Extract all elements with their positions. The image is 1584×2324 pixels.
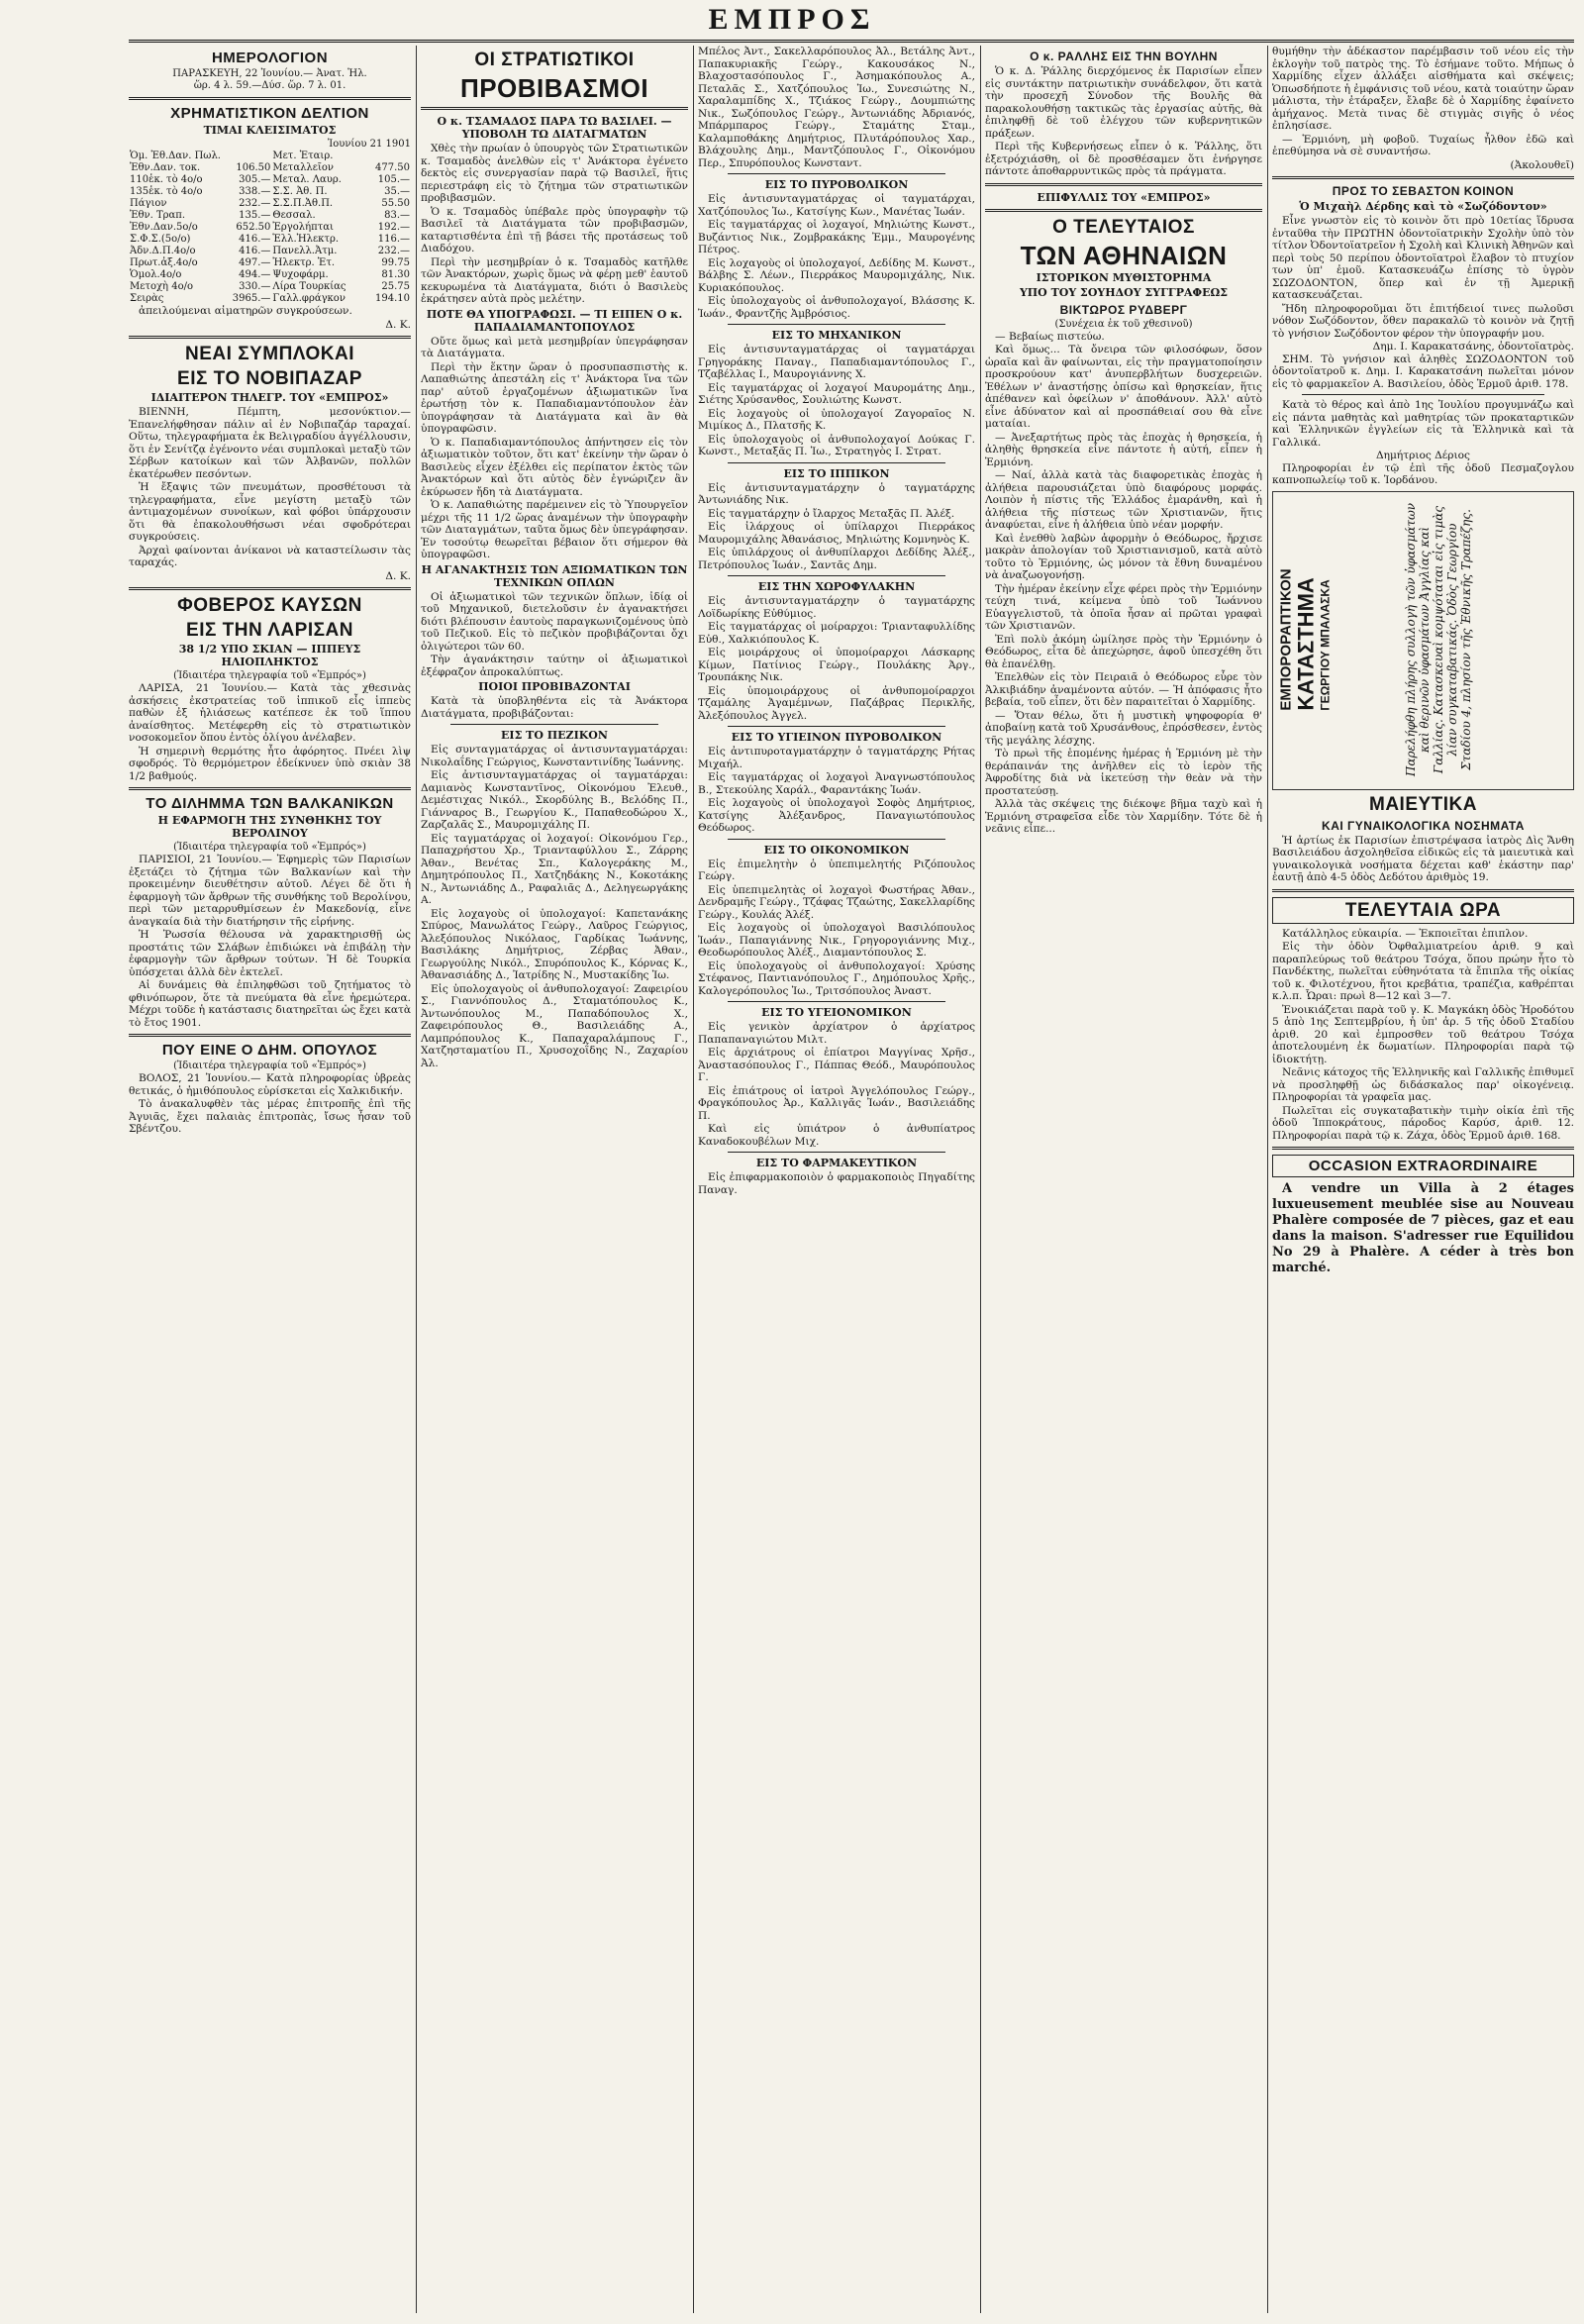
novel-paragraph: Καὶ ἐνεθθὺ λαβὼν ἀφορμὴν ὁ Θεόδωρος, ἤρχισε μακρὰν ἀπολογίαν τοῦ Χριστιανισμοῦ, κατὰ αὐτὸ τοῦτο τὸ Ἑρμιόνης, ὡς μόνον τὰ ἔθνη δυναμένου νὰ ἀναζωογονήσῃ. [985,532,1262,581]
table-cell: 81.30 [381,269,410,280]
table-cell: 330.— [239,281,271,292]
novel-author: ΒΙΚΤΩΡΟΣ ΡΥΔΒΕΡΓ [1059,302,1188,317]
column-rule [1267,46,1268,2313]
article-paragraph: Εἰς ὑπολοχαγοὺς οἱ ἀνθυπολοχαγοί Δούκας Γ. Κωνστ., Μεταξᾶς Π. Ἰω., Στρατηγὸς Ι. Στρατ. [698,433,975,457]
section-heading: ΕΙΣ ΤΗΝ ΧΩΡΟΦΥΛΑΚΗΝ [757,580,916,593]
article-subhead: 38 1/2 ΥΠΟ ΣΚΙΑΝ — ΙΠΠΕΥΣ ΗΛΙΟΠΛΗΚΤΟΣ [178,643,361,668]
novel-paragraph: Ἐπελθὼν εἰς τὸν Πειραιᾶ ὁ Θεόδωρος εὗρε τὸν Ἀλκιβιάδην ἀναμένοντα αὐτόν. — Ἡ ἀπόφασις ἦτο βεβαία, τοῦ εἶπεν, ὅτι δὲν παραιτεῖται ὁ Χαρμίδης. [985,671,1262,708]
article-paragraph: Εἰς ὑπιλάρχους οἱ ἀνθυπίλαρχοι Δεδίδης Ἀλέξ., Πετρόπουλος Ἰωάν., Σαντᾶς Δημ. [698,547,975,571]
article-subhead: Ο κ. ΤΣΑΜΑΔΟΣ ΠΑΡΑ ΤΩ ΒΑΣΙΛΕΙ. — ΥΠΟΒΟΛΗ ΤΩ ΔΙΑΤΑΓΜΑΤΩΝ [437,115,672,141]
article-paragraph: ΛΑΡΙΣΑ, 21 Ἰουνίου.— Κατὰ τὰς χθεσινὰς ἀσκήσεις ἐκστρατείας τοῦ ἱππικοῦ εἷς ἱππεὺς παθὼν ἐξ ἡλιάσεως κατέπεσε ἐκ τοῦ ἵππου ἀναίσθητος. Μετέφερθη εἰς τὸ στρατιωτικὸν νοσοκομεῖον ὅπου ἐντὸς ὀλίγου ἀνέλαβεν. [129,682,411,744]
novel-paragraph: Τὸ πρωὶ τῆς ἑπομένης ἡμέρας ἡ Ἑρμιόνη μὲ τὴν θεράπαινάν της ἀνῆλθεν εἰς τὸ ἱερὸν τῆς Ἀφροδίτης διὰ νὰ ἱκετεύσῃ τὴν θεὰν νὰ τὴν προστατεύσῃ. [985,748,1262,797]
table-cell: 3965.— [232,293,271,304]
table-cell: 135.— [239,210,271,221]
tailor-advertisement [1272,491,1574,790]
table-cell: Ἑλλ.Ἠλεκτρ. [272,234,339,245]
table-row [129,186,411,198]
article-headline: ΝΕΑΙ ΣΥΜΠΛΟΚΑΙ [185,344,354,364]
divider [728,1001,945,1002]
article-paragraph: Εἰς γενικὸν ἀρχίατρον ὁ ἀρχίατρος Παπαπαναγιώτου Μιλτ. [698,1021,975,1046]
article-paragraph: Περὶ τῆς Κυβερνήσεως εἶπεν ὁ κ. Ῥάλλης, ὅτι ἐξετρόχιάσθη, οἱ δὲ προσθέσαμεν ὅτι ἐνήργησε πάντοτε ἀποθαρρυντικῶς πρὸς τὰ πράγματα. [985,141,1262,177]
article-subhead: ΠΟΤΕ ΘΑ ΥΠΟΓΡΑΦΩΣΙ. — ΤΙ ΕΙΠΕΝ Ο κ. ΠΑΠΑΔΙΑΜΑΝΤΟΠΟΥΛΟΣ [426,307,683,334]
article-headline: ΤΕΛΕΥΤΑΙΑ ΩΡΑ [1272,897,1574,924]
article-paragraph: ΒΟΛΟΣ, 21 Ἰουνίου.— Κατὰ πληροφορίας ὑβρεὰς θετικάς, ὁ ἠμιθόπουλος εὑρίσκεται εἰς Χαλκιδικήν. [129,1072,411,1097]
article-paragraph: Ὁ κ. Λαπαθιώτης παρέμεινεν εἰς τὸ Ὑπουργεῖον μέχρι τῆς 11 1/2 ὥρας ἀναμένων τὴν ὑπογραφὴν τῶν Διαταγμάτων, ταῦτα ὅμως δὲν ὑπεγράφησαν. Ἐν τοσούτῳ θεωρεῖται βέβαιον ὅτι σήμερον θὰ ὑπογραφῶσι. [421,499,688,560]
article-paragraph: Εἰς ὑπολοχαγοὺς οἱ ἀνθυπολοχαγοί: Ζαφειρίου Σ., Γιαννόπουλος Δ., Σταματόπουλος Κ., Ἀντωνόπουλος Μ., Παπαδόπουλος Χ., Ζαφειρόπουλος Θ., Βασιλειάδης Α., Λαμπρόπουλος Κ., Παπαχαραλάμπους Γ., Χατζησταματίου Π., Χρυσοχοΐδης Ν., Ζαχαρίου Ἀλ. [421,982,688,1069]
bulletin-tail: ἀπειλούμεναι αἱματηρῶν συγκρούσεων. [139,305,352,317]
article-paragraph: Ἡ ἔξαψις τῶν πνευμάτων, προσθέτουσι τὰ τηλεγραφήματα, εἶνε μεγίστη μεταξὺ τῶν ἀντιμαχομένων συνοίκων, καὶ φόβοι ὑπάρχουσιν ὅτι θὰ ἐπακολουθήσωσι νέαι σφοδρότεραι συγκρούσεις. [129,481,411,543]
divider [421,107,688,110]
section-heading: ΕΙΣ ΤΟ ΥΓΕΙΟΝΟΜΙΚΟΝ [761,1006,912,1019]
table-cell: 494.— [239,269,271,280]
article-paragraph: Ἡ σημερινὴ θερμότης ἦτο ἀφόρητος. Πνέει λὶψ σφοδρός. Τὸ θερμόμετρον ἐδείκνυεν ὑπὸ σκιὰν 38 1/2 βαθμούς. [129,745,411,782]
column-1 [129,46,411,2313]
article-paragraph: Τὴν ἀγανάκτησιν ταύτην οἱ ἀξιωματικοὶ ἐξέφραζον ἀπροκαλύπτως. [421,654,688,678]
table-cell: Μεταλλεῖον [272,162,334,173]
calendar-line: ὥρ. 4 λ. 59.—Δύσ. ὥρ. 7 λ. 01. [193,80,346,91]
table-row [129,269,411,281]
divider [728,462,945,463]
article-paragraph: Εἰς ἰλάρχους οἱ ὑπίλαρχοι Πιερράκος Μαυρομιχάλης Ἀθανάσιος, Μηλιώτης Κομνηνὸς Κ. [698,521,975,546]
table-cell: 232.— [377,246,410,256]
article-paragraph: ΠΑΡΙΣΙΟΙ, 21 Ἰουνίου.— Ἐφημερὶς τῶν Παρισίων ἐξετάζει τὸ ζήτημα τῶν Βαλκανίων καὶ τὴν προκειμένην διευθέτησιν αὐτοῦ. Λέγει δὲ ὅτι ἡ ἐφαρμογὴ τῶν ἄρθρων τῆς συνθήκης τοῦ Βερολίνου, περὶ τῶν μεταρρυθμίσεων ἐν Μακεδονίᾳ, εἶνε ἀναγκαία διὰ τὴν διατήρησιν τῆς εἰρήνης. [129,854,411,928]
novel-paragraph: θυμήθην τὴν ἀδέκαστον παρέμβασιν τοῦ νέου εἰς τὴν ἐκλογὴν τοῦ πατρὸς της. Τὸ ἐσήμανε τοῦτο. Μήπως ὁ Χαρμίδης εἶχεν ἀλλάξει αἰσθήματα καὶ σκέψεις; Ὁπωσδήποτε ἡ ἐμφάνισις τοῦ νέου, κατὰ τοιαύτην ὥραν μάλιστα, τὴν ἐτάραξεν, ἔλαβε δὲ ὁ Χαρμίδης ἐφαίνετο ἀμήχανος. Μετὰ τινας δὲ στιγμὰς σιγῆς ὁ νέος ἐπλησίασε. [1272,46,1574,132]
article-paragraph: Κατάλληλος εὐκαιρία. — Ἐκποιεῖται ἐπιπλον. [1282,927,1529,940]
article-paragraph: Εἰς ἐπιφαρμακοποιὸν ὁ φαρμακοποιὸς Πηγαδίτης Παναγ. [698,1171,975,1196]
divider [129,1034,411,1037]
article-paragraph: Εἰς ταγματάρχας οἱ μοίραρχοι: Τριανταφυλλίδης Εὐθ., Χαλκιόπουλος Κ. [698,621,975,646]
novel-paragraph: — Βεβαίως πιστεύω. [995,330,1105,343]
table-cell: 194.10 [375,293,410,304]
novel-paragraph: Ἐπὶ πολὺ ἀκόμη ὡμίλησε πρὸς τὴν Ἑρμιόνην ὁ Θεόδωρος, εἶτα δὲ ἀπεχώρησε, ἀφοῦ ὑπεσχέθη ὅτι θὰ ἐπανέλθῃ. [985,633,1262,670]
article-paragraph: Εἰς λοχαγοὺς οἱ ὑπολοχαγοί: Καπετανάκης Σπύρος, Μανωλάτος Γεώργ., Λαῦρος Γεώργιος, Ἀλεξόπουλος Νικόλαος, Γαρδίκας Ἰωάννης, Βασιλάκης Δημήτριος, Ζέρβας Ἀθαν., Γεωργούλης Νικόλ., Σπυρόπουλος Κ., Κόρνας Κ., Ἀθανασιάδης Δ., Ἰατρίδης Ν., Μυστακίδης Ἰω. [421,907,688,981]
article-headline: ΜΑΙΕΥΤΙΚΑ [1369,793,1477,815]
table-row [129,174,411,186]
article-paragraph: Χθὲς τὴν πρωίαν ὁ ὑπουργὸς τῶν Στρατιωτικῶν κ. Τσαμαδὸς ἀνελθὼν εἰς τ' Ἀνάκτορα ἐγένετο δεκτὸς εἰς συνεργασίαν παρὰ τῷ Βασιλεῖ, ἥτις περιεστράφη εἰς τὸ ζήτημα τῶν στρατιωτικῶν προβιβασμῶν. [421,143,688,204]
table-row [129,257,411,269]
article-headline: ΠΡΟΒΙΒΑΣΜΟΙ [459,73,649,103]
table-cell: Θεσσαλ. [272,210,316,221]
table-row [129,281,411,293]
article-paragraph: Εἰς ὑπολοχαγοὺς οἱ ἀνθυπολοχαγοί, Βλάσσης Κ. Ἰωάν., Φραντζῆς Ἀμβρόσιος. [698,295,975,320]
section-heading: ΕΙΣ ΤΟ ΦΑΡΜΑΚΕΥΤΙΚΟΝ [755,1157,918,1169]
table-cell: 416.— [239,234,271,245]
divider [129,336,411,339]
article-paragraph: Εἰς συνταγματάρχας οἱ ἀντισυνταγματάρχαι: Νικολαΐδης Γεώργιος, Κωνσταντινίδης Ἰωάννης. [421,744,688,768]
signature: Δημ. Ι. Καρακατσάνης, ὀδοντοϊατρὸς. [1372,341,1574,353]
article-paragraph: Εἰς ταγματάρχας οἱ λοχαγοί Μαυρομάτης Δημ., Σιέτης Χρύσανθος, Σουλιώτης Κωνστ. [698,381,975,406]
section-heading: ΕΙΣ ΤΟ ΜΗΧΑΝΙΚΟΝ [771,329,902,342]
article-subhead: ΠΟΙΟΙ ΠΡΟΒΙΒΑΖΟΝΤΑΙ [478,680,631,693]
article-paragraph: Εἰς ἀντισυνταγματάρχην ὁ ταγματάρχης Ἀντωνιάδης Νικ. [698,481,975,506]
table-header: Μετ. Ἑταιρ. [272,151,334,161]
article-paragraph: Εἰς ὑπεπιμελητὰς οἱ λοχαγοὶ Φωστήρας Ἀθαν., Δενδραμῆς Γεώργ., Τζάφας Τζαώτης, Σακελλαρίδης Γεώργ., Κουλάς Ἀλέξ. [698,883,975,921]
column-rule [693,46,694,2313]
article-paragraph: Εἰς ἐπιμελητὴν ὁ ὑπεπιμελητής Ριζόπουλος Γεώργ. [698,858,975,882]
ad-title: ΕΜΠΟΡΟΡΑΠΤΙΚΟΝ [1277,567,1295,711]
article-paragraph: Εἰς ταγματάρχην ὁ ἴλαρχος Μεταξᾶς Π. Ἀλέξ. [708,507,955,520]
article-paragraph: Εἰς ἀντιπυροταγματάρχην ὁ ταγματάρχης Ρήτας Μιχαήλ. [698,746,975,770]
signature: Δ. Κ. [385,569,411,582]
masthead-rule [129,40,1574,43]
article-paragraph: Οὔτε ὅμως καὶ μετὰ μεσημβρίαν ὑπεγράφησαν τὰ Διατάγματα. [421,335,688,359]
article-headline: ΠΟΥ ΕΙΝΕ Ο ΔΗΜ. ΟΠΟΥΛΟΣ [161,1042,378,1059]
column-4 [985,46,1262,2313]
ad-vertical-text [1336,496,1540,783]
article-headline: OCCASION EXTRAORDINAIRE [1272,1155,1574,1177]
column-5 [1272,46,1574,2313]
table-cell: 477.50 [375,162,410,173]
table-cell: Σ.Σ. Ἀθ. Π. [272,186,328,197]
feuilleton-label: ΕΠΙΦΥΛΛΙΣ ΤΟΥ «ΕΜΠΡΟΣ» [1037,190,1211,204]
article-paragraph: Εἰς λοχαγοὺς οἱ ὑπολοχαγοὶ Σοφὸς Δημήτριος, Κατσίγης Ἀλέξανδρος, Παναγιωτόπουλος Θεόδωρος. [698,797,975,834]
article-paragraph: Περὶ τὴν ἕκτην ὥραν ὁ προσυπασπιστὴς κ. Λαπαθιώτης ἀπεστάλη εἰς τ' Ἀνάκτορα ἵνα τῶν παρ' αὐτοῦ ἐργαζομένων ἀξιωματικῶν ἵνα ἐρωτήσῃ τὸν κ. Παπαδιαμαντόπουλον ἐὰν ὑπογράφησαν τὰ Διατάγματα καὶ ἂν θὰ ὑπογραφῶσιν. [421,360,688,435]
table-cell: Σ.Σ.Π.Ἀθ.Π. [272,198,334,209]
table-cell: Ἐθν.Δαν.5ο/ο [130,222,198,233]
article-paragraph: Εἰς λοχαγοὺς οἱ ὑπολοχαγοὶ Βασιλόπουλος Ἰωάν., Παπαγιάννης Νικ., Γρηγορογιάννης Μιχ., Θεοδωρόπουλος Ἀλέξ., Διαμαντόπουλος Σ. [698,922,975,959]
table-cell: 652.50 [236,222,271,233]
table-cell: Ψυχοφάρμ. [272,269,329,280]
article-paragraph: Εἰς ἀντισυνταγματάρχην ὁ ταγματάρχης Λοϊδωρίκης Εὐθύμιος. [698,595,975,620]
article-subhead: Η ΑΓΑΝΑΚΤΗΣΙΣ ΤΩΝ ΑΞΙΩΜΑΤΙΚΩΝ ΤΩΝ ΤΕΧΝΙΚΩΝ ΟΠΛΩΝ [421,562,688,589]
novel-paragraph: Καὶ ὅμως... Τὰ ὄνειρα τῶν φιλοσόφων, ὅσον ὡραῖα καὶ ἂν φαίνωνται, εἰς τὴν πραγματοποίησιν προσκρούουν κατ' ἀνυπερβλήτων δυσχερειῶν. Ἐθέλων ν' ἀναστήσῃς ὀπίσω καὶ θρησκείαν, ἥτις ἀπέθανεν καὶ ὀφείλων ν' ἀποθάνουν. Ἀλλ' αὐτὸ εἶνε ἀδύνατον καὶ αἱ προσπάθειαί σου θὰ εἶνε ματαίαι. [985,344,1262,430]
table-header: Ὁμ. Ἐθ.Δαν. Πωλ. [130,151,221,161]
section-heading: ΕΙΣ ΤΟ ΙΠΠΙΚΟΝ [783,466,890,480]
table-cell: 25.75 [381,281,410,292]
table-cell: Ἐργολήπται [272,222,334,233]
divider [129,587,411,590]
table-cell: Λίρα Τουρκίας [272,281,346,292]
divider [985,209,1262,212]
table-cell: Ἠλεκτρ. Ἑτ. [272,257,336,268]
signature: Δημήτριος Δέριος [1376,450,1470,461]
section-heading: ΕΙΣ ΤΟ ΥΓΙΕΙΝΟΝ ΠΥΡΟΒΟΛΙΚΟΝ [731,731,942,744]
article-paragraph: Καὶ εἰς ὑπιάτρον ὁ ἀνθυπίατρος Καναδοκουβέλων Μιχ. [698,1123,975,1148]
article-paragraph: Περὶ τὴν μεσημβρίαν ὁ κ. Τσαμαδὸς κατῆλθε τῶν Ἀνακτόρων, χωρὶς ὅμως νὰ φέρῃ μεθ' ἑαυτοῦ κεκυρωμένα τὰ Διατάγματα, διότι ὁ Βασιλεὺς ἐκράτησεν αὐτὰ πρὸς μελέτην. [421,255,688,305]
article-paragraph: Εἰς ταγματάρχας οἱ λοχαγοὶ Ἀναγνωστόπουλος Β., Στεκούλης Χαράλ., Φαραντάκης Ἰωάν. [698,771,975,796]
divider [1302,394,1544,395]
article-paragraph: Κατὰ τὸ θέρος καὶ ἀπὸ 1ης Ἰουλίου προγυμνάζω καὶ εἰς πάντα μαθητὰς καὶ μαθητρίας τῶν προκαταρτικῶν καὶ Ἑλληνικῶν ἐγγλείων εἰς τὰ Ἑλληνικὰ καὶ τὰ Γαλλικά. [1272,399,1574,449]
article-headline: ΚΑΙ ΓΥΝΑΙΚΟΛΟΓΙΚΑ ΝΟΣΗΜΑΤΑ [1322,818,1525,833]
article-headline: Ο κ. ΡΑΛΛΗΣ ΕΙΣ ΤΗΝ ΒΟΥΛΗΝ [1030,50,1218,63]
section-heading: ΕΙΣ ΤΟ ΠΥΡΟΒΟΛΙΚΟΝ [764,178,909,191]
table-row [129,162,411,174]
divider [450,724,658,725]
ad-title: ΓΕΩΡΓΙΟΥ ΜΠΑΛΑΣΚΑ [1318,578,1333,711]
calendar-title: ΗΜΕΡΟΛΟΓΙΟΝ [211,50,329,66]
novel-subtitle: ΥΠΟ ΤΟΥ ΣΟΥΗΔΟΥ ΣΥΓΓΡΑΦΕΩΣ [1019,285,1229,299]
table-cell: 83.— [384,210,410,221]
continuation-note: (Ἀκολουθεῖ) [1510,158,1574,171]
novel-continuation: (Συνέχεια ἐκ τοῦ χθεσινοῦ) [1054,318,1193,330]
table-cell: Ὁμολ.4ο/ο [130,269,182,280]
article-paragraph: Εἰς λοχαγοὺς οἱ ὑπολοχαγοί Ζαγοραῖος Ν. Μιμίκος Δ., Πλατσῆς Κ. [698,407,975,432]
table-row [129,222,411,234]
article-paragraph: Εἰς τὴν ὁδὸν Ὀφθαλμιατρείου ἀριθ. 9 καὶ παραπλεύρως τοῦ θεάτρου Τσόχα, ὅπου πρώην ἦτο τὸ Πανδέκτης, πωλεῖται εὐθηνότατα τὰ ἔπιπλα τῆς οἰκίας τοῦ κ. Φιλοτέχνου, ἤτοι κρεβάτια, τραπέζια, καθρέπται κ.λ.π. Ὧραι: πρωὶ 8—12 καὶ 3—7. [1272,941,1574,1002]
article-tag: (Ἰδιαιτέρα τηλεγραφία τοῦ «Ἐμπρός») [173,1061,366,1071]
article-paragraph: Εἰς ἀντισυνταγματάρχας οἱ ταγματάρχαι, Χατζόπουλος Ἰω., Κατσίγης Κων., Μανέτας Ἰωάν. [698,193,975,218]
column-rule [416,46,417,2313]
article-paragraph: Εἰς ταγματάρχας οἱ λοχαγοί: Οἰκονόμου Γερ., Παπαχρήστου Χρ., Τριανταφύλλου Σ., Ζάρρης Ἀθαν., Βενέτας Σπ., Καλογεράκης Μ., Δημητρόπουλος Π., Χατζηδάκης Ν., Κοκοτάκης Ν., Ἀντωνιάδης Δ., Ραφαλιᾶς Δ., Δεληγεωργάκης Α. [421,832,688,906]
article-paragraph: Τὸ ἀνακαλυφθὲν τὰς μέρας ἐπιτροπῆς ἐπὶ τῆς Ἀγυιᾶς, ἔχει παλαιὰς ἐπιτροπὰς, ἴσως ἦσαν τοῦ Σβέντζου. [129,1098,411,1135]
novel-title: ΤΩΝ ΑΘΗΝΑΙΩΝ [1020,240,1228,270]
bulletin-subtitle: ΤΙΜΑΙ ΚΛΕΙΣΙΜΑΤΟΣ [203,124,337,137]
table-row [129,234,411,246]
article-paragraph: Εἰς ὑπομοιράρχους οἱ ἀνθυπομοίραρχοι Τζαμάλης Ἀγαμέμνων, Παζάβρας Περικλῆς, Ἀλεξόπουλος Ἀγγελ. [698,684,975,722]
ad-body: Παρελήφθη πλήρης συλλογὴ τῶν ὑφασμάτων καὶ θερινῶν ὑφασμάτων Ἀγγλίας καὶ Γαλλίας. Κατασκευαὶ κομψόταται εἰς τιμὰς λίαν συγκαταβατικάς. Ὁδὸς Γεωργίου Σταδίου 4, πλησίον τῆς Ἐθνικῆς Τραπέζης. [1404,502,1473,776]
table-cell: 116.— [377,234,410,245]
article-paragraph: Ὁ κ. Δ. Ῥάλλης διερχόμενος ἐκ Παρισίων εἶπεν εἰς συντάκτην πατριωτικὴν συνάδελφον, ὅτι κατὰ τὴν προσεχῆ Σύνοδον τῆς Βουλῆς θὰ παρακολουθήσῃ τακτικῶς τὰς ἐργασίας αὐτῆς, θὰ ἐπιληφθῇ δὲ τοῦ ἐλέγχου τῶν κυβερνητικῶν πράξεων. [985,65,1262,140]
table-cell: 110ἑκ. τὸ 4ο/ο [130,174,203,185]
article-paragraph: Εἶνε γνωστὸν εἰς τὸ κοινὸν ὅτι πρὸ 10ετίας ἵδρυσα ἐνταῦθα τὴν ΠΡΩΤΗΝ ὀδοντοϊατρικὴν Σχολὴν ὑπὸ τὸν τίτλον Ὀδοντοϊατρεῖον ἡ Σχολὴ καὶ Κλινικὴ Ἀθηνῶν καὶ περὶ τοὺς 50 περίπου ὀδοντοϊατροὶ ἔλαβον τὸ πτυχίον των ὑπ' ἐμοῦ. Κατασκευάζω ἐπίσης τὸ ὑγρὸν ΣΩΖΟΔΟΝΤΟΝ, ὅπερ καὶ ἐν τῇ Ἀμερικῇ κατασκευάζεται. [1272,215,1574,301]
article-subhead: ΙΔΙΑΙΤΕΡΟΝ ΤΗΛΕΓΡ. ΤΟΥ «ΕΜΠΡΟΣ» [150,391,389,404]
divider [728,575,945,576]
article-headline: ΟΙ ΣΤΡΑΤΙΩΤΙΚΟΙ [474,50,635,70]
table-cell: Ἐθν.Δαν. τοκ. [130,162,201,173]
column-2 [421,46,688,2313]
article-paragraph: Αἱ δυνάμεις θὰ ἐπιληφθῶσι τοῦ ζητήματος τὸ φθινόπωρον, ὅτε τὰ πνεύματα θὰ εἶνε ἠρεμώτερα. Μέχρι τοῦδε ἡ κατάστασις διατηρεῖται ὡς ἔχει κατὰ τὸ ἔτος 1901. [129,979,411,1029]
article-paragraph: ΣΗΜ. Τὸ γνήσιον καὶ ἀληθὲς ΣΩΖΟΔΟΝΤΟΝ τοῦ ὀδοντοϊατροῦ κ. Δημ. Ι. Καρακατσάνη πωλεῖται μόνον εἰς τὸ φαρμακεῖον Α. Βασιλείου, ὁδὸς Ἑρμοῦ ἀριθ. 178. [1272,353,1574,390]
section-heading: ΕΙΣ ΤΟ ΠΕΖΙΚΟΝ [501,729,608,742]
article-paragraph: Πωλεῖται εἰς συγκαταβατικὴν τιμὴν οἰκία ἐπὶ τῆς ὁδοῦ Ἱπποκράτους, πάροδος Καρύσ, ἀριθ. 12. Πληροφορίαι παρὰ τῷ κ. Ζάχα, ὁδὸς Ἑρμοῦ ἀριθ. 168. [1272,1104,1574,1142]
table-cell: Πρωτ.ἀξ.4ο/ο [130,257,198,268]
divider [728,173,945,174]
article-paragraph: Εἰς ἀρχιάτρους οἱ ἐπίατροι Μαγγίνας Χρῆσ., Ἀναστασόπουλος Γ., Πάππας Θεόδ., Μαυρόπουλος Γ. [698,1047,975,1083]
divider [1272,176,1574,179]
article-paragraph: Ἡ ἀρτίως ἐκ Παρισίων ἐπιστρέψασα ἰατρὸς Δὶς Ἄνθη Βασιλειάδου ἀσχοληθεῖσα εἰδικῶς εἰς τὰ μαιευτικὰ καὶ γυναικολογικὰ νοσήματα δέχεται καθ' ἑκάστην παρ' ἑαυτῇ ἀπὸ 4-5 ὁδὸς Δεδότου ἀριθμὸς 19. [1272,834,1574,883]
novel-paragraph: — Ἀνεξαρτήτως πρὸς τὰς ἐποχὰς ἡ θρησκεία, ἡ ἀληθὴς θρησκεία εἶνε πάντοτε ἡ αὐτή, εἶπεν ἡ Ἑρμιόνη. [985,431,1262,468]
article-paragraph: A vendre un Villa à 2 étages luxueusement meublée sise au Nouveau Phalère composée de 7 pièces, gaz et eau dans la maison. S'adresser rue Equilidou No 29 à Phalère. A céder à très bon marché. [1272,1181,1574,1275]
article-headline: ΕΙΣ ΤΗΝ ΛΑΡΙΣΑΝ [186,620,353,641]
article-headline: ΕΙΣ ΤΟ ΝΟΒΙΠΑΖΑΡ [177,368,362,389]
table-cell: 35.— [384,186,410,197]
article-paragraph: Εἰς ἀντισυνταγματάρχας οἱ ταγματάρχαι: Δαμιανὸς Κωνσταντῖνος, Οἰκονόμου Ἐλευθ., Δεμέστιχας Νικόλ., Σκορδύλης Β., Βελόδης Π., Γιάνναρος Β., Γεωργίου Κ., Παπαθεοδώρου Χ., Ζαρζαλᾶς Σ., Μαυρομιχάλης Π. [421,769,688,831]
table-row [129,210,411,222]
table-cell: Γαλλ.φράγκον [272,293,346,304]
article-paragraph: Πληροφορίαι ἐν τῷ ἐπὶ τῆς ὁδοῦ Πεσμαζογλου καπνοπωλείῳ τοῦ κ. Ἰορδάνου. [1272,461,1574,486]
article-paragraph: Ὁ κ. Παπαδιαμαντόπουλος ἀπήντησεν εἰς τὸν ἀξιωματικὸν τοῦτον, ὅτι κατ' ἐκείνην τὴν ὥραν ὁ Βασιλεὺς εἶχεν ἐξέλθει εἰς περίπατον ἐκτὸς τῶν Ἀνακτόρων καὶ ὅτι αὐτὸς δὲν ἐγνώριζεν ἂν ἐκύρωσεν ἤδη τὰ Διατάγματα. [421,436,688,498]
divider [728,1152,945,1153]
table-cell: 232.— [239,198,271,209]
table-cell: Σ.Φ.Σ.(5ο/ο) [130,234,191,245]
table-cell: Ἐθν. Τραπ. [130,210,186,221]
table-row [129,246,411,257]
table-row [129,293,411,305]
article-paragraph: Μπέλος Ἀντ., Σακελλαρόπουλος Ἀλ., Βετάλης Ἀντ., Παπακυριακῆς Γεώργ., Κακουσάκος Ν., Βλαχοστασόπουλος Γ., Ἀσημακόπουλος Α., Πεταλᾶς Σ., Χατζόπουλος Ἰω., Συνεσιώτης Ν., Χαραλαμπίδης Χ., Τζιάκος Γεώργ., Δουμπιώτης Νικ., Σωζόπουλος Γεώργ., Ἀντωνιάδης Ἀδριανός, Μπάρμπαρος Γεώργ., Σταμάτης Σταμ., Καλαμποθάκης Δημήτριος, Πλυτάρόπουλος Χαρ., Βλάχουλης Δημ., Μαντζόπουλος Γ., Οἰκονόμου Περ., Σπυρόπουλος Κωνσταντ. [698,46,975,169]
table-cell: 106.50 [236,162,271,173]
column-rule [980,46,981,2313]
calendar-line: ΠΑΡΑΣΚΕΥΗ, 22 Ἰουνίου.— Ἀνατ. Ἡλ. [172,68,367,79]
divider [728,726,945,727]
novel-paragraph: Τὴν ἡμέραν ἐκείνην εἶχε φέρει πρὸς τὴν Ἑρμιόνην τεύχη τινά, κείμενα ὑπὸ τοῦ Ἰωάννου Εὐαγγελιστοῦ, τὰ ὁποῖα ἦσαν αἱ πρῶται γραφαὶ τῶν Χριστιανῶν. [985,582,1262,632]
table-cell: 105.— [377,174,410,185]
masthead: ΕΜΠΡΟΣ [708,3,876,36]
novel-paragraph: — Ὅταν θέλω, ὅτι ἡ μυστικὴ ψηφοφορία θ' ἀποβαίνῃ κατὰ τοῦ Χρυσάνθους, ἐπρόσθεσεν, ἐντὸς τῆς μεγάλης λέσχης. [985,709,1262,747]
article-paragraph: Νεᾶνις κάτοχος τῆς Ἑλληνικῆς καὶ Γαλλικῆς ἐπιθυμεῖ νὰ προσληφθῇ ὡς διδάσκαλος παρ' οἰκογένειᾳ. Πληροφορίαι τὰ γραφεῖα μας. [1272,1066,1574,1103]
bulletin-date: Ἰουνίου 21 1901 [328,139,411,150]
article-paragraph: Εἰς ταγματάρχας οἱ λοχαγοί, Μηλιώτης Κωνστ., Βυζάντιος Νικ., Ζομβρακάκης Ἐμμ., Μαυρογένης Πέτρος. [698,219,975,255]
section-heading: ΕΙΣ ΤΟ ΟΙΚΟΝΟΜΙΚΟΝ [763,843,910,857]
divider [129,97,411,100]
table-cell: Μεταλ. Λαυρ. [272,174,342,185]
article-paragraph: Εἰς ἐπιάτρους οἱ ἰατροὶ Ἀγγελόπουλος Γεώργ., Φραγκόπουλος Ἀρ., Καλλιγᾶς Ἰωάν., Βασιλειάδης Π. [698,1084,975,1122]
novel-paragraph: — Ἑρμιόνη, μὴ φοβοῦ. Τυχαίως ἦλθον ἐδῶ καὶ ἐπεθύμησα νὰ σὲ συναντήσω. [1272,133,1574,157]
novel-title: Ο ΤΕΛΕΥΤΑΙΟΣ [1052,216,1195,238]
column-3 [698,46,975,2313]
article-paragraph: Ὁ κ. Τσαμαδὸς ὑπέβαλε πρὸς ὑπογραφὴν τῷ Βασιλεῖ τὰ Διατάγματα τῶν προβιβασμῶν, καταρτισθέντα ἐπὶ τῇ βάσει τῆς προτάσεως τοῦ Διαδόχου. [421,205,688,254]
article-paragraph: Εἰς ἀντισυνταγματάρχας οἱ ταγματάρχαι Γρηγοράκης Παναγ., Παπαδιαμαντόπουλος Γ., Τζαβέλλας Ι., Μαυρογιάννης Χ. [698,344,975,380]
table-cell: 135ἑκ. τὸ 4ο/ο [130,186,203,197]
article-paragraph: ΒΙΕΝΝΗ, Πέμπτη, μεσονύκτιον.— Ἐπανελήφθησαν πάλιν αἱ ἐν Νοβιπαζάρ ταραχαί. Οὕτω, τηλεγραφήματα ἐκ Βελιγραδίου ἀγγέλλουσιν, ὅτι ἐν Σενίτζᾳ ἐγένοντο νέαι συμπλοκαὶ μεταξὺ τῶν Σέρβων κατοίκων καὶ τῶν Ἀλβανῶν, πολλῶν ἐκατέρωθεν πεσόντων. [129,406,411,480]
article-paragraph: Εἰς λοχαγοὺς οἱ ὑπολοχαγοί, Δεδίδης Μ. Κωνστ., Βάλβης Σ. Λέων., Πιερράκος Μαυρομιχάλης, Νικ. Κυριακόπουλος. [698,256,975,294]
article-paragraph: Ἐνοικιάζεται παρὰ τοῦ γ. Κ. Μαγκάκη ὁδὸς Ἡροδότου 5 ἀπὸ 1ης Σεπτεμβρίου, ἡ ὑπ' ἀρ. 5 τῆς ὁδοῦ Σταδίου ἀριθ. 20 καὶ ἐμπροσθεν τοῦ θεάτρου Τσόχα ἀποτελουμένη ἐκ δωματίων. Πληροφορίαι παρὰ τῷ ἰδιοκτήτῃ. [1272,1003,1574,1065]
divider [1272,889,1574,892]
article-subhead: Ὁ Μιχαὴλ Δέρδης καὶ τὸ «Σωζόδοντον» [1299,200,1547,213]
table-cell: Σειρὰς [130,293,164,304]
table-cell: 497.— [239,257,271,268]
table-cell: Πάγιον [130,198,167,209]
table-cell: 99.75 [381,257,410,268]
table-cell: Ἀδν.Δ.Π.4ο/ο [130,246,196,256]
divider [728,324,945,325]
divider [728,839,945,840]
novel-subtitle: ΙΣΤΟΡΙΚΟΝ ΜΥΘΙΣΤΟΡΗΜΑ [1036,270,1212,284]
novel-paragraph: Ἀλλὰ τὰς σκέψεις της διέκοψε βῆμα ταχὺ καὶ ἡ Ἑρμιόνη στραφεῖσα εἶδε τὸν Χαρμίδην. Τότε δὲ ἡ νεᾶνις εἶπε... [985,798,1262,835]
article-headline: ΤΟ ΔΙΛΗΜΜΑ ΤΩΝ ΒΑΛΚΑΝΙΚΩΝ [146,795,394,812]
article-paragraph: Ἡ Ῥωσσία θέλουσα νὰ χαρακτηρισθῇ ὡς προστάτις τῶν Σλάβων ἐπιδιώκει νὰ ἐπιβάλῃ τὴν ἐφαρμογὴν τῶν ἄρθρων τούτων. Ἡ δὲ Τουρκία ὑπόσχεται ἀλλὰ δὲν ἐκτελεῖ. [129,929,411,978]
signature: Δ. Κ. [385,318,411,331]
article-headline: ΦΟΒΕΡΟΣ ΚΑΥΣΩΝ [177,595,362,616]
divider [129,787,411,790]
article-paragraph: Ἀρχαὶ φαίνονται ἀνίκανοι νὰ καταστείλωσιν τὰς ταραχάς. [129,544,411,568]
table-cell: 192.— [377,222,410,233]
ad-title: ΚΑΤΑΣΤΗΜΑ [1293,576,1319,711]
article-paragraph: Κατὰ τὰ ὑποβληθέντα εἰς τὰ Ἀνάκτορα Διατάγματα, προβιβάζονται: [421,695,688,720]
divider [985,183,1262,186]
table-header-row [129,151,411,162]
novel-paragraph: — Ναί, ἀλλὰ κατὰ τὰς διαφορετικὰς ἐποχὰς ἡ ἀλήθεια παρουσιάζεται ὑπὸ διαφόρους μορφάς. Λοιπὸν ἡ πίστις τῆς Ἑλλάδος ἐμαράνθη, καὶ ἡ ἀλήθεια τῆς πίστεως τῶν Χριστιανῶν, ἥτις ἀναφύεται, εἶνε ἡ ἀλήθεια ὑπὸ νέαν μορφήν. [985,469,1262,531]
article-subhead: Η ΕΦΑΡΜΟΓΗ ΤΗΣ ΣΥΝΘΗΚΗΣ ΤΟΥ ΒΕΡΟΛΙΝΟΥ [157,814,382,840]
article-tag: (Ἰδιαιτέρα τηλεγραφία τοῦ «Ἐμπρός») [173,842,366,853]
article-tag: (Ἰδιαιτέρα τηλεγραφία τοῦ «Ἐμπρός») [173,670,366,681]
stock-table [129,151,411,305]
ad-title-group [1278,568,1333,710]
bulletin-title: ΧΡΗΜΑΤΙΣΤΙΚΟΝ ΔΕΛΤΙΟΝ [170,105,369,122]
divider [1272,1147,1574,1150]
table-cell: Πανελλ.Ἀτμ. [272,246,338,256]
article-headline: ΠΡΟΣ ΤΟ ΣΕΒΑΣΤΟΝ ΚΟΙΝΟΝ [1332,184,1515,198]
article-paragraph: Εἰς ὑπολοχαγοὺς οἱ ἀνθυπολοχαγοί: Χρύσης Στέφανος, Παντιανόπουλος Γ., Δημόπουλος Χρῆς., Καλογερόπουλος Ἰω., Τριτσόπουλος Ἀναστ. [698,960,975,997]
article-paragraph: Οἱ ἀξιωματικοὶ τῶν τεχνικῶν ὅπλων, ἰδίᾳ οἱ τοῦ Μηχανικοῦ, διετελοῦσιν ἐν ἀγανακτήσει διότι βλέπουσιν ἑαυτοὺς παραγκωνιζομένους ὑπὸ τοῦ Πεζικοῦ. Εἰς τὸ πεζικὸν προβιβάζονται ὄχι ὀλιγώτεροι τῶν 60. [421,590,688,653]
table-cell: 305.— [239,174,271,185]
table-cell: Μετοχὴ 4ο/ο [130,281,193,292]
ad-vertical-title [1277,496,1333,783]
article-paragraph: Ἤδη πληροφοροῦμαι ὅτι ἐπιτήδειοί τινες πωλοῦσι νόθον Σωζόδοντον, ὅθεν παρακαλῶ τὸ κοινὸν νὰ ζητῇ τὸ γνήσιον Σωζόδοντον φέρον τὴν ὑπογραφήν μου. [1272,302,1574,340]
table-cell: 338.— [239,186,271,197]
table-cell: 416.— [239,246,271,256]
table-row [129,198,411,210]
article-paragraph: Εἰς μοιράρχους οἱ ὑπομοίραρχοι Λάσκαρης Κίμων, Πατίνιος Γεώργ., Πουλάκης Ἀργ., Τρουπάκης Νικ. [698,647,975,683]
table-cell: 55.50 [381,198,410,209]
